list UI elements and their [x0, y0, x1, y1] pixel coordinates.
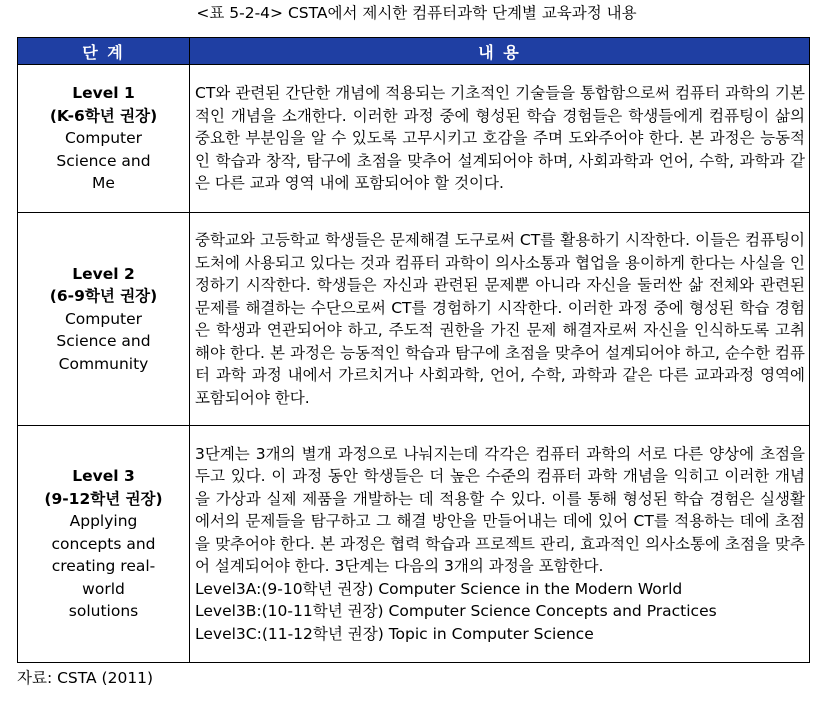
content-text: CT와 관련된 간단한 개념에 적용되는 기초적인 기술들을 통합함으로써 컴퓨터 과학의 기본적인 개념을 소개한다. 이러한 과정 중에 형성된 학습 경험들은 학생들에게 컴퓨팅이 삶의 중요한 부분임을 알 수 있도록 고무시키고 호감을 주며 도와주어야 한다. 본 과정은 능동적인 학습과 창작, 탐구에 초점을 맞추어 설계되어야 하며, 사회과학과 언어, 수학, 과학과 같은 다른 교과 영역 내에 포함되어야 할 것이다.	[195, 84, 805, 193]
sub-course-item: Level3C:(11-12학년 권장) Topic in Computer Science	[195, 624, 594, 643]
table-row	[18, 65, 810, 213]
header-stage: 단 계	[18, 38, 190, 65]
sub-course-item: Level3A:(9-10학년 권장) Computer Science in the Modern World	[195, 579, 683, 598]
level-name: Level 2	[72, 264, 135, 283]
level-name: Level 1	[72, 84, 135, 103]
level-title: Computer Science and Community	[56, 309, 151, 373]
level-grade: (9-12학년 권장)	[44, 489, 163, 508]
level-cell	[18, 426, 190, 663]
header-content: 내 용	[190, 38, 810, 65]
level-grade: (6-9학년 권장)	[49, 287, 158, 306]
level-cell	[18, 65, 190, 213]
content-cell	[190, 426, 810, 663]
table-row	[18, 426, 810, 663]
table-header-row	[18, 38, 810, 65]
level-name: Level 3	[72, 467, 135, 486]
content-text: 3단계는 3개의 별개 과정으로 나눠지는데 각각은 컴퓨터 과학의 서로 다른 양상에 초점을 두고 있다. 이 과정 동안 학생들은 더 높은 수준의 컴퓨터 과학 개념을 익히고 이러한 개념을 가상과 실제 제품을 개발하는 데 적용할 수 있다. 이를 통해 형성된 학습 경험은 실생활에서의 문제들을 탐구하고 그 해결 방안을 만들어내는 데에 있어 CT를 적용하는 데에 초점을 맞추어야 한다. 본 과정은 협력 학습과 프로젝트 관리, 효과적인 의사소통에 초점을 맞추어 설계되어야 한다. 3단계는 다음의 3개의 과정을 포함한다.	[195, 444, 805, 576]
content-cell	[190, 65, 810, 213]
sub-course-item: Level3B:(10-11학년 권장) Computer Science Concepts and Practices	[195, 602, 717, 621]
curriculum-table	[17, 37, 810, 663]
level-cell	[18, 213, 190, 426]
content-text: 중학교와 고등학교 학생들은 문제해결 도구로써 CT를 활용하기 시작한다. 이들은 컴퓨팅이 도처에 사용되고 있다는 것과 컴퓨터 과학이 의사소통과 협업을 용이하게 한다는 사실을 인정하기 시작한다. 학생들은 자신과 관련된 문제뿐 아니라 자신을 둘러싼 삶 전체와 관련된 문제를 해결하는 수단으로써 CT를 경험하기 시작한다. 이러한 과정 중에 형성된 학습 경험은 학생과 연관되어야 하고, 주도적 권한을 가진 문제 해결자로써 자신을 인식하도록 고취해야 한다. 본 과정은 능동적인 학습과 탐구에 초점을 맞추어 설계되어야 하고, 순수한 컴퓨터 과학 과정 내에서 가르치거나 사회과학, 언어, 수학, 과학과 같은 다른 교과과정 영역에 포함되어야 한다.	[195, 231, 805, 407]
table-caption: <표 5-2-4> CSTA에서 제시한 컴퓨터과학 단계별 교육과정 내용	[196, 4, 637, 22]
table-row	[18, 213, 810, 426]
level-title: Computer Science and Me	[56, 129, 151, 193]
source-note: 자료: CSTA (2011)	[17, 669, 154, 687]
level-title: Applying concepts and creating real-world solutions	[51, 512, 156, 621]
level-grade: (K-6학년 권장)	[49, 106, 158, 125]
content-cell	[190, 213, 810, 426]
